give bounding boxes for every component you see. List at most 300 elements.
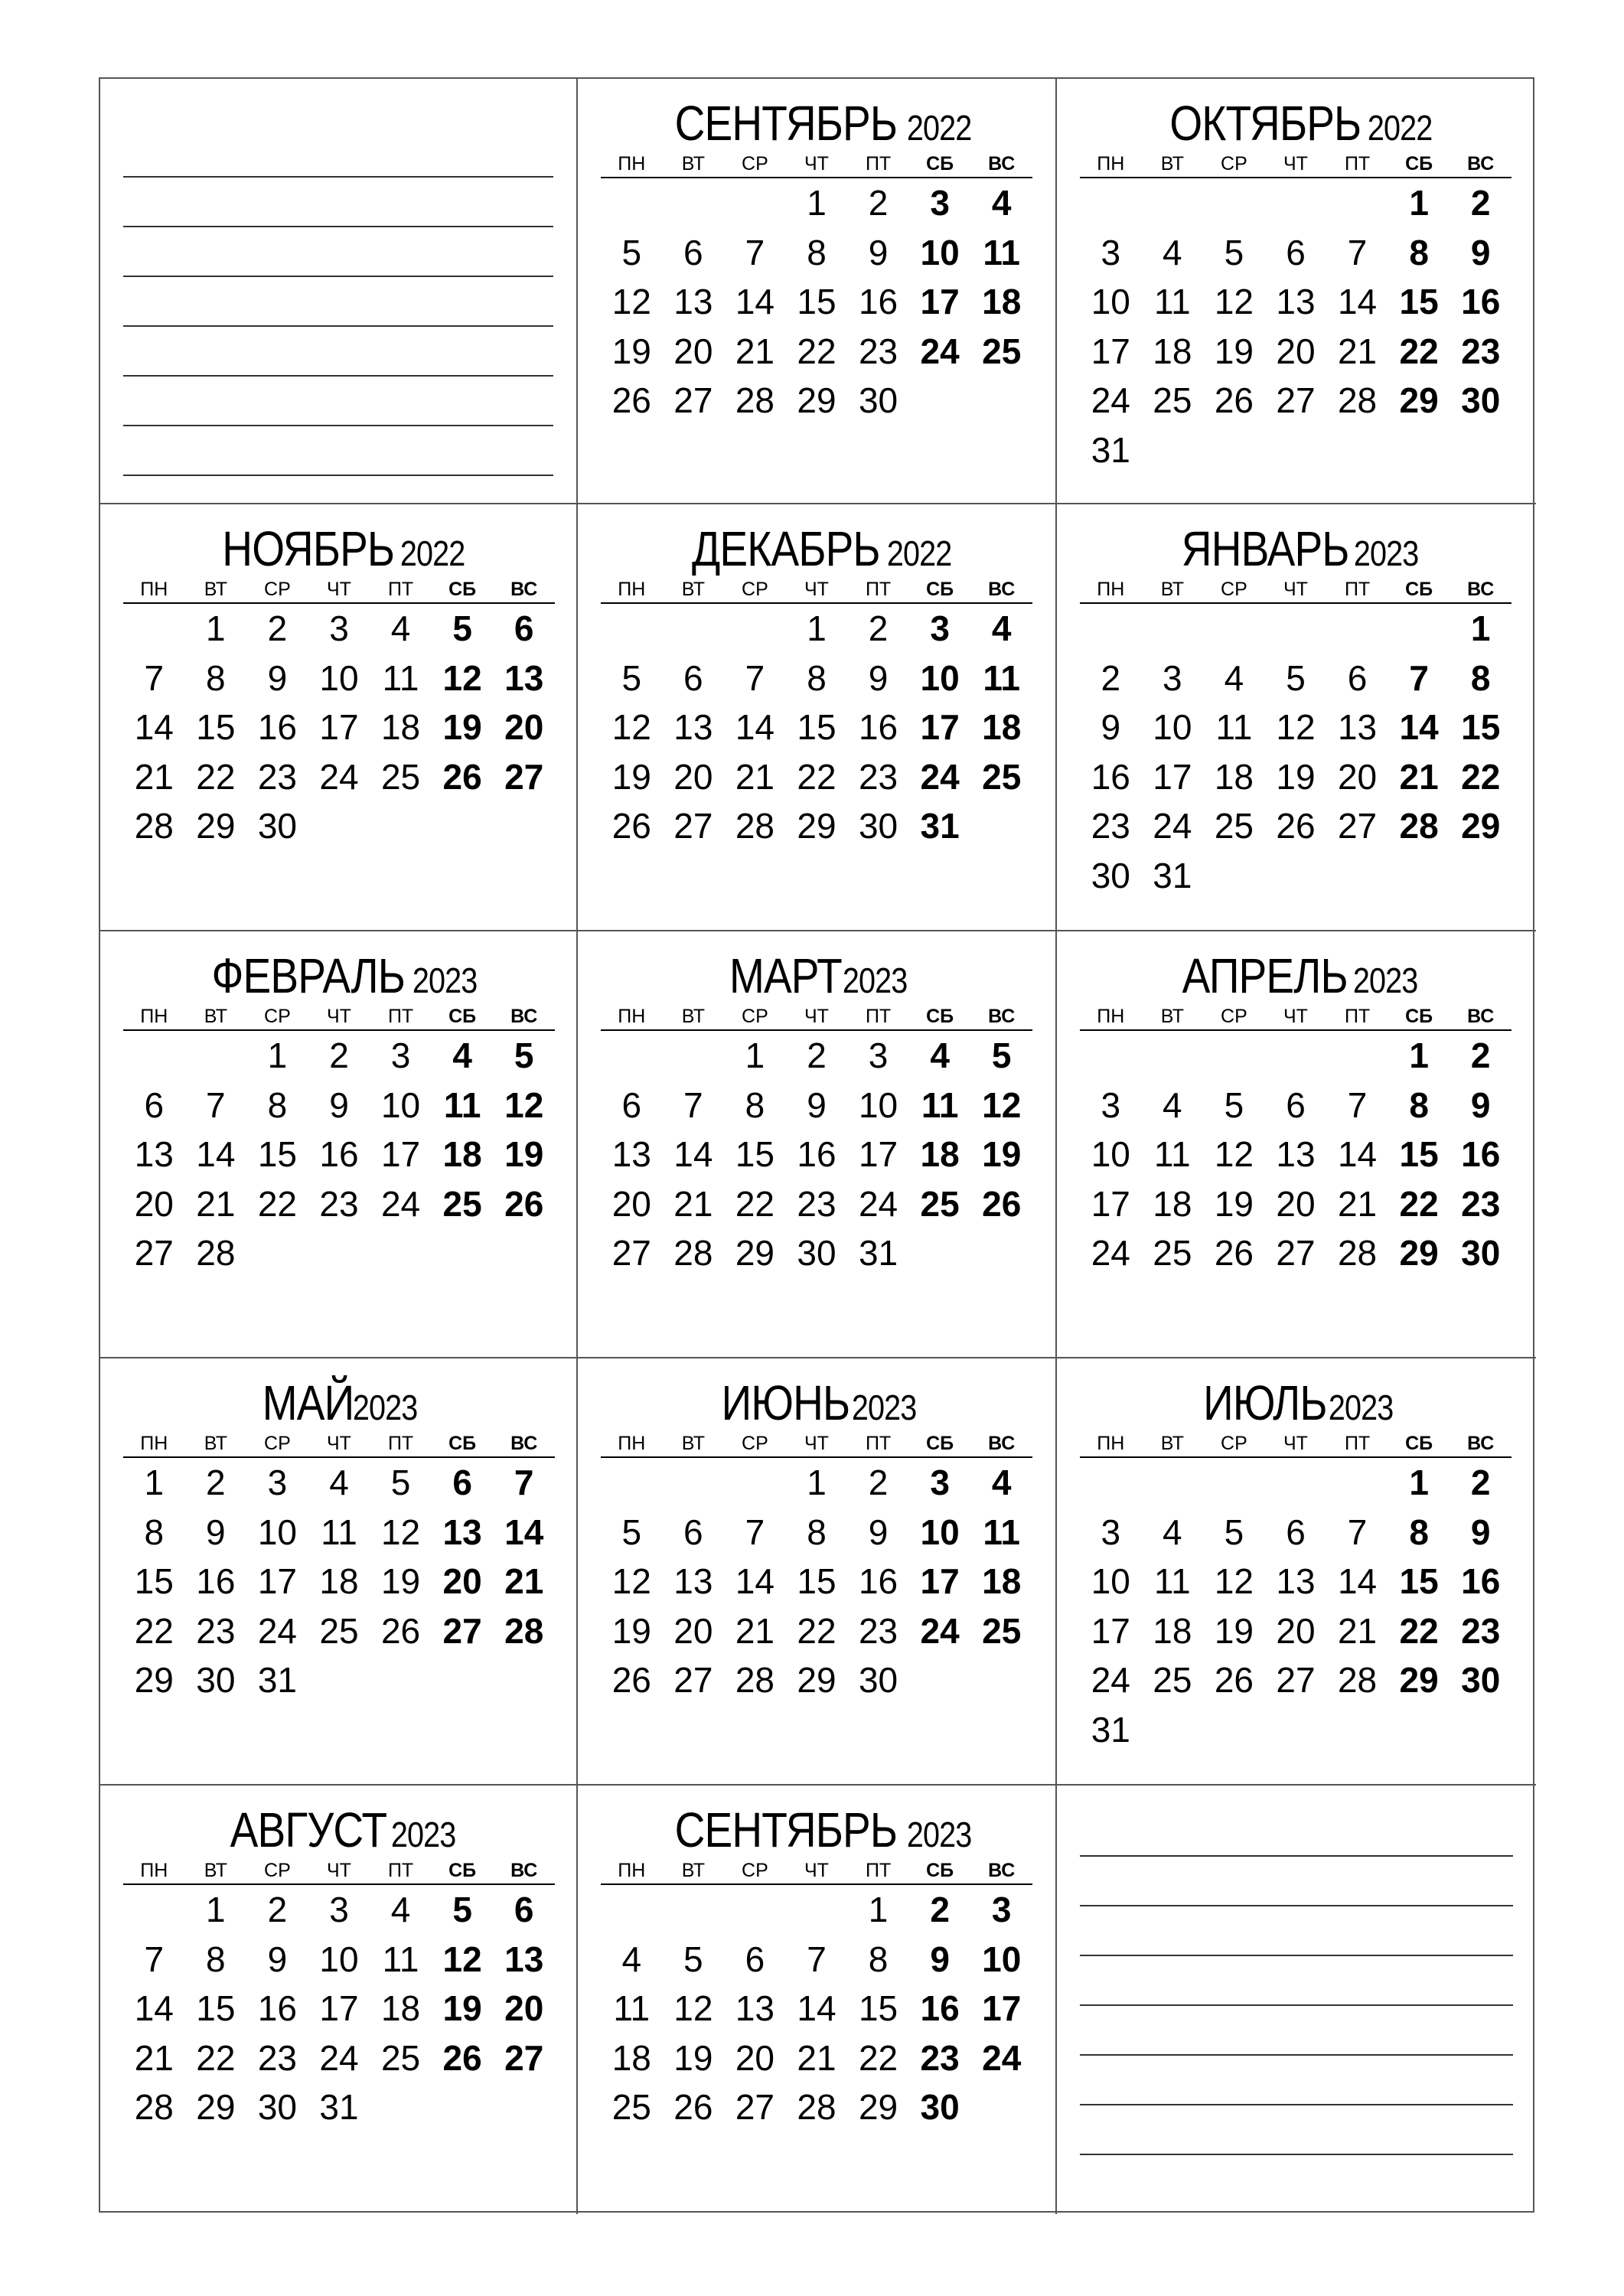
month-title [1080,1375,1511,1430]
day-number: 4 [1224,657,1244,698]
note-line[interactable] [1080,2056,1513,2105]
weekday-label: ЧТ [804,1433,829,1454]
day-number: 9 [868,1512,889,1552]
weekday-label: ПН [1097,1006,1125,1027]
note-line[interactable] [123,426,553,476]
empty-day [1326,1458,1388,1508]
empty-day [663,1458,725,1508]
note-line[interactable] [123,327,553,377]
day-number: 28 [196,1233,236,1273]
day-number: 27 [735,2087,774,2127]
month-name: АВГУСТ [230,1802,387,1857]
day-number: 9 [1470,1512,1491,1552]
weekday-label: ПТ [865,1860,892,1881]
weekday-label: ВТ [681,153,705,174]
note-line[interactable] [123,377,553,426]
day-number: 23 [1091,806,1130,846]
day-number: 15 [134,1561,174,1601]
day-number: 13 [504,1939,544,1979]
day-number: 22 [797,331,836,371]
day-number: 12 [1214,1561,1254,1601]
day-number: 16 [196,1561,236,1601]
day-number: 26 [611,1660,651,1700]
empty-day [663,1031,725,1081]
month-cell [578,931,1057,1358]
day-number: 24 [920,331,960,371]
month-title [123,948,555,1003]
month-cell [100,1786,578,2214]
month-block [601,1375,1032,1705]
weekday-label: ПТ [1344,153,1371,174]
empty-day [123,1885,185,1935]
day-number: 5 [1224,1084,1244,1125]
weekday-label: СР [264,1006,291,1027]
day-number: 11 [921,1084,959,1125]
day-number: 27 [1276,1233,1316,1273]
weekday-label: ПТ [1344,1006,1371,1027]
day-number: 18 [611,2037,651,2078]
day-number: 17 [1153,756,1192,797]
weekday-header [601,1430,1032,1458]
empty-day [1080,604,1142,654]
day-number: 29 [797,806,836,846]
empty-day [1080,1458,1142,1508]
day-number: 3 [1101,1084,1121,1125]
weekday-label: ПТ [387,579,414,600]
month-cell [100,504,578,931]
weekday-label: ЧТ [1283,1433,1308,1454]
day-number: 2 [868,608,889,648]
day-grid [1080,604,1511,900]
day-number: 28 [1399,806,1439,846]
day-number: 17 [920,282,960,321]
weekday-label: ВТ [1160,153,1184,174]
month-year: 2023 [1328,1388,1394,1427]
weekday-label: СБ [926,579,954,600]
day-number: 31 [1091,429,1130,470]
day-number: 29 [196,2087,236,2127]
day-grid [1080,178,1511,475]
weekday-label: ВС [1467,153,1495,174]
day-number: 10 [1091,1134,1130,1174]
notes-panel-top [100,79,578,504]
day-number: 25 [982,756,1022,797]
day-number: 30 [257,806,297,846]
day-number: 8 [206,657,226,698]
day-number: 20 [1276,331,1316,371]
empty-day [1265,1458,1327,1508]
day-number: 19 [611,756,651,797]
weekday-label: ПТ [387,1860,414,1881]
day-number: 24 [920,756,960,797]
day-number: 6 [1347,657,1368,698]
day-number: 6 [1286,1084,1306,1125]
day-number: 10 [1091,282,1130,321]
day-number: 26 [380,1610,421,1651]
weekday-label: СР [742,579,768,600]
day-number: 1 [868,1890,889,1929]
day-number: 18 [319,1561,359,1601]
day-number: 24 [257,1610,297,1651]
day-number: 13 [673,282,713,321]
note-line[interactable] [1080,1857,1513,1906]
day-number: 1 [745,1035,765,1075]
day-number: 15 [797,1561,836,1601]
month-cell [100,1358,578,1786]
day-number: 20 [134,1183,174,1224]
day-number: 23 [797,1183,836,1224]
weekday-label: ВС [510,579,538,600]
day-number: 17 [380,1134,421,1174]
day-number: 2 [206,1463,226,1502]
day-number: 15 [257,1134,297,1174]
day-number: 24 [380,1183,421,1224]
day-number: 3 [1101,1512,1121,1552]
note-line[interactable] [123,277,553,327]
day-number: 14 [196,1134,236,1174]
day-grid [601,1031,1032,1278]
day-number: 3 [991,1890,1012,1929]
day-number: 15 [196,1988,236,2028]
empty-day [786,1885,848,1935]
weekday-label: ЧТ [804,1860,829,1881]
empty-day [1142,604,1204,654]
day-number: 21 [735,756,774,797]
weekday-label: ПН [1097,153,1125,174]
day-number: 8 [206,1939,226,1979]
empty-day [724,604,786,654]
day-grid [1080,1458,1511,1754]
month-cell [1057,79,1536,504]
weekday-label: СБ [1405,1433,1433,1454]
weekday-label: ВС [510,1006,538,1027]
day-number: 10 [1091,1561,1130,1601]
weekday-label: ПН [618,1860,646,1881]
day-number: 27 [1276,1660,1316,1700]
empty-day [1142,178,1204,228]
weekday-label: ЧТ [804,579,829,600]
day-number: 8 [807,657,827,698]
month-block [1080,948,1511,1278]
day-number: 11 [443,1084,481,1125]
day-number: 30 [920,2087,960,2127]
day-number: 11 [321,1512,357,1552]
month-name: СЕНТЯБРЬ [674,1802,898,1857]
day-number: 5 [621,657,642,698]
note-line[interactable] [1080,1956,1513,2006]
day-number: 16 [858,1561,898,1601]
day-number: 24 [1091,380,1130,420]
day-number: 16 [1461,282,1501,321]
day-number: 7 [144,657,165,698]
day-number: 25 [380,2037,421,2078]
weekday-label: ПН [140,1006,168,1027]
day-number: 26 [504,1183,544,1224]
day-number: 20 [504,707,544,747]
day-number: 2 [868,1463,889,1502]
day-number: 5 [514,1035,534,1075]
day-number: 19 [673,2037,713,2078]
day-grid [601,1458,1032,1705]
day-number: 25 [920,1183,960,1224]
day-number: 2 [1470,1463,1491,1502]
day-number: 20 [504,1988,544,2028]
weekday-header [123,576,555,604]
day-number: 18 [1153,1183,1192,1224]
day-number: 22 [735,1183,774,1224]
day-number: 25 [1214,806,1254,846]
weekday-label: ПТ [865,1006,892,1027]
day-number: 26 [442,756,482,797]
weekday-label: СБ [448,1860,477,1881]
month-title [601,948,1032,1003]
day-number: 11 [1153,1561,1191,1601]
empty-day [663,178,725,228]
day-number: 5 [452,1890,472,1929]
note-line[interactable] [123,227,553,277]
day-number: 18 [982,1561,1022,1601]
empty-day [724,178,786,228]
day-number: 29 [134,1660,174,1700]
day-number: 3 [329,1890,349,1929]
month-title [601,1802,1032,1857]
weekday-label: ВТ [681,1860,705,1881]
day-number: 4 [1163,1512,1182,1552]
day-number: 12 [504,1084,544,1125]
day-number: 25 [319,1610,359,1651]
weekday-label: ВС [1467,1006,1495,1027]
weekday-header [1080,1003,1511,1031]
day-number: 1 [206,608,226,648]
day-number: 25 [1153,380,1192,420]
day-number: 16 [257,707,297,747]
day-number: 9 [267,657,288,698]
day-number: 24 [920,1610,960,1651]
day-number: 29 [858,2087,898,2127]
empty-day [1326,1031,1388,1081]
day-number: 8 [1409,1084,1429,1125]
day-number: 1 [1409,1463,1429,1502]
weekday-label: ВС [988,1860,1016,1881]
day-number: 2 [1101,657,1121,698]
day-number: 20 [1337,756,1378,797]
day-grid [601,604,1032,851]
day-number: 17 [920,1561,960,1601]
weekday-label: СР [1221,1006,1247,1027]
month-cell [1057,504,1536,931]
day-number: 23 [920,2037,960,2078]
day-number: 26 [1276,806,1316,846]
day-number: 14 [735,1561,774,1601]
weekday-label: ВС [988,153,1016,174]
month-year: 2022 [399,533,465,573]
day-number: 5 [1224,232,1244,272]
empty-day [1265,604,1327,654]
day-number: 30 [858,806,898,846]
weekday-label: ЧТ [1283,1006,1308,1027]
month-cell [578,1358,1057,1786]
day-number: 2 [1470,183,1491,223]
day-number: 14 [504,1512,544,1552]
day-number: 11 [1153,1134,1191,1174]
weekday-label: ПН [140,1860,168,1881]
day-number: 6 [514,608,534,648]
day-number: 28 [797,2087,836,2127]
day-number: 30 [1461,1233,1501,1273]
day-number: 11 [983,1512,1021,1552]
month-block [1080,521,1511,900]
weekday-label: ПТ [865,153,892,174]
empty-day [1265,1031,1327,1081]
month-name: МАРТ [729,948,843,1003]
day-number: 4 [329,1463,349,1502]
note-line[interactable] [1080,2105,1513,2155]
month-block [601,96,1032,426]
day-number: 10 [982,1939,1022,1979]
day-number: 9 [1101,707,1121,747]
month-year: 2023 [1353,533,1419,573]
day-number: 28 [1337,380,1378,420]
day-number: 26 [611,380,651,420]
day-number: 24 [1091,1660,1130,1700]
day-number: 6 [514,1890,534,1929]
day-number: 15 [797,282,836,321]
day-number: 13 [504,657,544,698]
day-number: 22 [1399,1610,1439,1651]
weekday-label: СБ [448,1006,477,1027]
day-number: 4 [991,1463,1012,1502]
day-number: 4 [452,1035,472,1075]
day-number: 19 [1214,1610,1254,1651]
month-block [1080,1375,1511,1754]
day-number: 23 [1461,331,1501,371]
day-number: 13 [1276,1134,1316,1174]
day-number: 10 [319,1939,359,1979]
day-number: 8 [1409,232,1429,272]
day-grid [123,604,555,851]
day-number: 1 [1470,608,1491,648]
day-number: 16 [797,1134,836,1174]
month-year: 2022 [1368,108,1433,148]
weekday-label: ПН [140,579,168,600]
weekday-label: ПТ [387,1006,414,1027]
day-number: 2 [1470,1035,1491,1075]
day-number: 21 [196,1183,236,1224]
day-number: 1 [807,183,827,223]
weekday-label: ПТ [865,579,892,600]
weekday-label: ПН [618,1433,646,1454]
day-number: 13 [1276,282,1316,321]
day-number: 28 [1337,1660,1378,1700]
day-number: 21 [1337,1183,1378,1224]
month-title [123,521,555,576]
month-title [1080,521,1511,576]
day-number: 30 [196,1660,236,1700]
weekday-label: СР [742,153,768,174]
day-number: 1 [807,608,827,648]
day-number: 1 [1409,1035,1429,1075]
day-number: 16 [920,1988,960,2028]
day-number: 7 [1347,1512,1368,1552]
month-block [123,1802,555,2132]
note-line[interactable] [123,128,553,178]
day-number: 4 [1163,232,1182,272]
note-line[interactable] [1080,1906,1513,1956]
day-number: 3 [930,183,950,223]
day-number: 15 [1461,707,1501,747]
day-number: 31 [1153,855,1192,895]
day-number: 12 [1276,707,1316,747]
day-number: 15 [1399,1561,1439,1601]
day-number: 10 [1153,707,1192,747]
day-number: 17 [257,1561,297,1601]
day-number: 1 [206,1890,226,1929]
note-line[interactable] [1080,2006,1513,2056]
note-line[interactable] [123,178,553,227]
weekday-label: ВТ [1160,579,1184,600]
day-number: 25 [982,331,1022,371]
day-number: 21 [1337,331,1378,371]
weekday-label: ПТ [865,1433,892,1454]
weekday-label: ЧТ [1283,579,1308,600]
day-number: 23 [196,1610,236,1651]
day-grid [601,178,1032,426]
day-number: 1 [807,1463,827,1502]
weekday-label: ВТ [1160,1433,1184,1454]
day-number: 11 [1153,282,1191,321]
day-number: 6 [683,1512,703,1552]
day-number: 10 [920,232,960,272]
day-number: 16 [1461,1561,1501,1601]
day-number: 29 [1399,1660,1439,1700]
day-number: 12 [1214,1134,1254,1174]
weekday-header [1080,1430,1511,1458]
weekday-label: ВТ [204,1006,227,1027]
day-number: 28 [673,1233,713,1273]
day-number: 20 [673,331,713,371]
empty-day [724,1885,786,1935]
day-number: 8 [1409,1512,1429,1552]
day-number: 22 [858,2037,898,2078]
day-number: 28 [735,380,774,420]
day-number: 1 [267,1035,288,1075]
note-line[interactable] [1080,1807,1513,1857]
empty-day [601,604,663,654]
day-number: 18 [380,707,421,747]
empty-day [1142,1458,1204,1508]
day-number: 31 [1091,1709,1130,1750]
weekday-label: ВС [1467,579,1495,600]
day-number: 4 [621,1939,642,1979]
weekday-label: ВС [510,1860,538,1881]
day-number: 2 [930,1890,950,1929]
day-number: 28 [504,1610,544,1651]
day-number: 14 [1337,1134,1378,1174]
weekday-label: ВС [988,1006,1016,1027]
day-number: 9 [206,1512,226,1552]
day-number: 17 [319,1988,359,2028]
empty-day [601,1031,663,1081]
empty-day [601,178,663,228]
month-title [601,1375,1032,1430]
day-number: 26 [673,2087,713,2127]
day-number: 18 [982,282,1022,321]
empty-day [1326,604,1388,654]
day-number: 4 [930,1035,950,1075]
day-number: 23 [257,756,297,797]
day-number: 7 [144,1939,165,1979]
day-number: 17 [920,707,960,747]
